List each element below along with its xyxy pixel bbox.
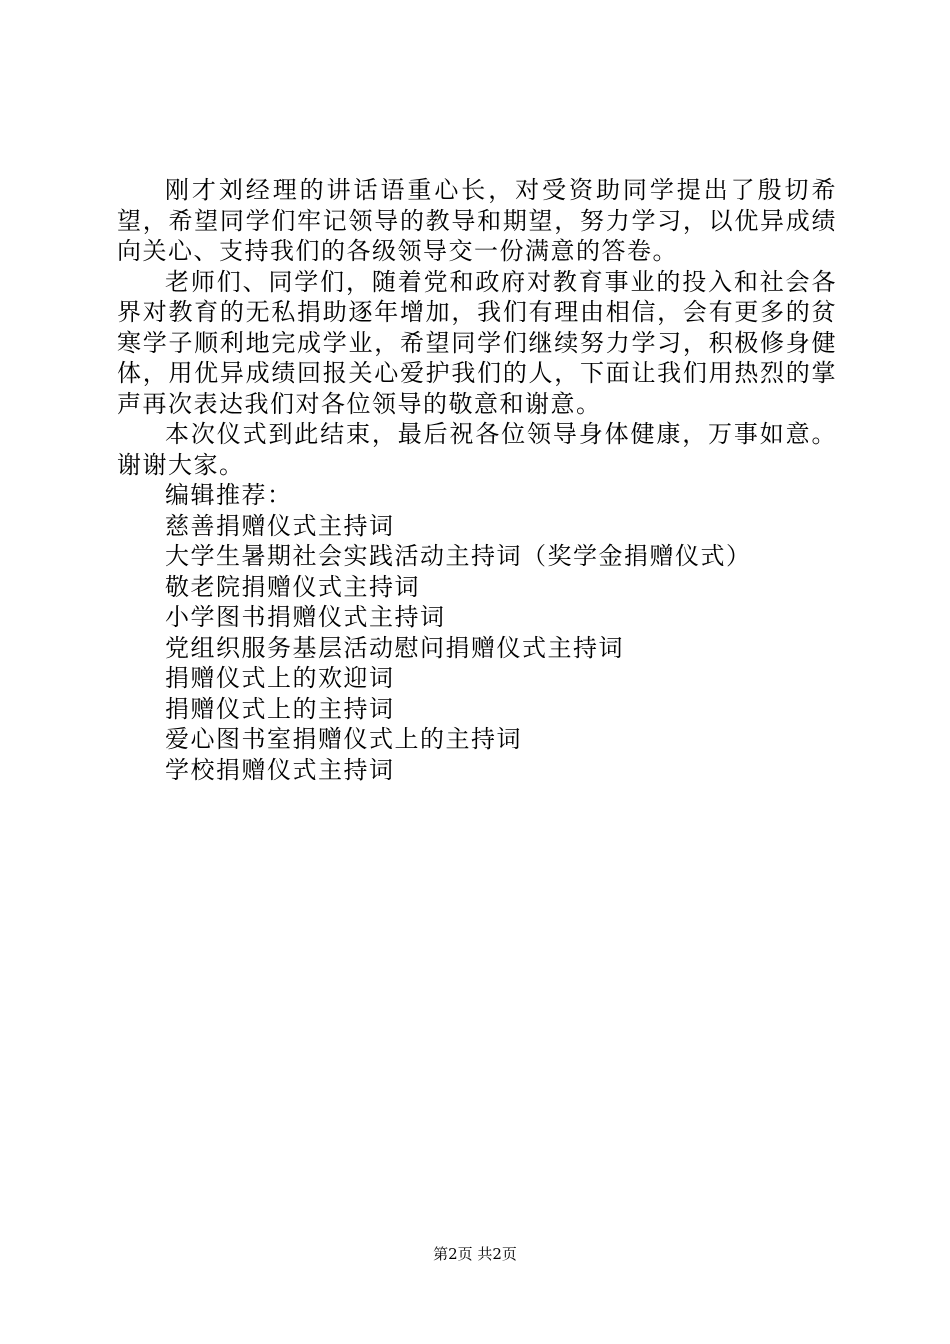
recommend-link[interactable]: 学校捐赠仪式主持词	[165, 755, 395, 784]
recommend-list	[117, 511, 837, 786]
paragraph: 本次仪式到此结束，最后祝各位领导身体健康，万事如意。谢谢大家。	[117, 420, 837, 479]
recommend-link[interactable]: 慈善捐赠仪式主持词	[165, 511, 395, 540]
recommend-link[interactable]: 爱心图书室捐赠仪式上的主持词	[165, 725, 522, 753]
paragraph: 老师们、同学们，随着党和政府对教育事业的投入和社会各界对教育的无私捐助逐年增加，我们有理由相信，会有更多的贫寒学子顺利地完成学业，希望同学们继续努力学习，积极修身健体，用优异成绩回报关心爱护我们的人，下面让我们用热烈的掌声再次表达我们对各位领导的敬意和谢意。	[117, 267, 837, 418]
recommend-link[interactable]: 大学生暑期社会实践活动主持词（奖学金捐赠仪式）	[165, 542, 752, 570]
recommend-link[interactable]: 捐赠仪式上的主持词	[165, 694, 395, 723]
recommend-link[interactable]: 小学图书捐赠仪式主持词	[165, 603, 446, 631]
paragraph: 刚才刘经理的讲话语重心长，对受资助同学提出了殷切希望，希望同学们牢记领导的教导和期望，努力学习，以优异成绩向关心、支持我们的各级领导交一份满意的答卷。	[117, 176, 837, 265]
document-body	[117, 175, 837, 785]
page-number-label: 第2页 共2页	[433, 1245, 517, 1263]
recommend-heading: 编辑推荐：	[165, 481, 293, 509]
recommend-link[interactable]: 党组织服务基层活动慰问捐赠仪式主持词	[165, 633, 624, 662]
recommend-link[interactable]: 捐赠仪式上的欢迎词	[165, 664, 395, 692]
recommend-link[interactable]: 敬老院捐赠仪式主持词	[165, 572, 420, 601]
page-footer	[0, 1244, 950, 1264]
